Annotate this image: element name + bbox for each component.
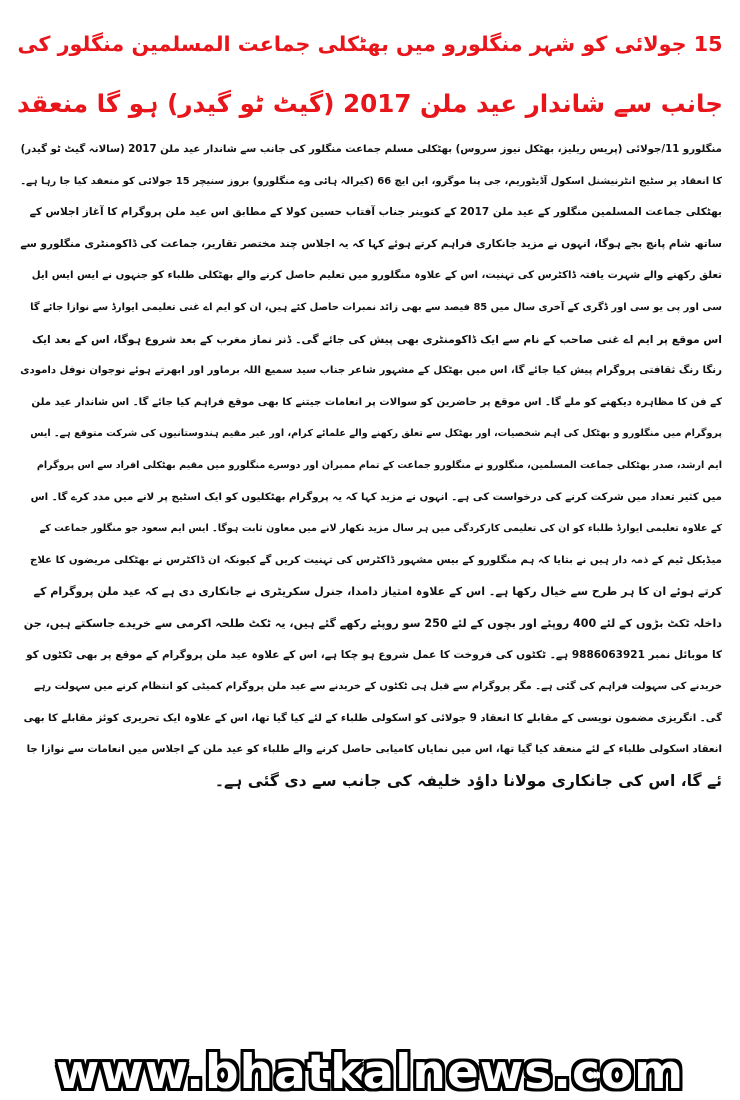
article-line: انعقاد اسکولی طلباء کے لئے منعقد کیا گیا تھا، اس میں نمایاں کامیابی حاصل کرنے والے طلباء کو عید ملن کے اجلاس میں انعامات سے نوازا جا — [26, 744, 722, 756]
article-line: کے علاوہ تعلیمی ایوارڈ طلباء کو ان کی تعلیمی کارکردگی میں ہر سال مزید نکھار لانے میں معاون ثابت ہوگا۔ ایس ایم سعود جو منگلور جماعت کے — [39, 523, 722, 535]
article-line: میڈیکل ٹیم کے ذمہ دار ہیں نے بتایا کہ ہم منگلورو کے بیس مشہور ڈاکٹرس کی تہنیت کریں گے کیونکہ ان ڈاکٹرس نے بھٹکلی مریضوں کا علاج — [29, 554, 722, 566]
article-line: ایم ارشد، صدر بھٹکلی جماعت المسلمین، منگلورو نے منگلورو جماعت کے تمام ممبران اور دوسرے منگلورو میں مقیم بھٹکلی افراد سے اس پروگرام — [36, 459, 722, 471]
article-line: خریدنے کی سہولت فراہم کی گئی ہے۔ مگر پروگرام سے قبل ہی ٹکٹوں کے خریدنے سے عید ملن پروگرام کمیٹی کو انتظام کرنے میں سہولت رہے — [33, 681, 722, 693]
article-line: کے فن کا مظاہرہ دیکھنے کو ملے گا۔ اس موقع پر حاضرین کو سوالات پر انعامات جیتنے کا بھی موقع فراہم کیا جائے گا۔ اس شاندار عید ملن — [31, 396, 722, 408]
headline-line-1: 15 جولائی کو شہر منگلورو میں بھٹکلی جماعت المسلمین منگلور کی — [17, 32, 723, 56]
article-line: داخلہ ٹکٹ بڑوں کے لئے 400 روپئے اور بچوں کے لئے 250 سو روپئے رکھے گئے ہیں، یہ ٹکٹ طلحہ اکرمی سے خریدے جاسکتے ہیں، جن — [23, 616, 722, 630]
article-line: گی۔ انگریزی مضمون نویسی کے مقابلے کا انعقاد 9 جولائی کو اسکولی طلباء کے لئے کیا گیا تھا، اس کے علاوہ ایک تحریری کوئز مقابلے کا بھی — [23, 712, 722, 724]
article-line: ساتھ شام پانچ بجے ہوگا، انہوں نے مزید جانکاری فراہم کرتے ہوئے کہا کہ یہ اجلاس چند مختصر تقاریر، جماعت کی ڈاکومنٹری منگلورو سے — [20, 237, 722, 250]
article-line: رنگا رنگ ثقافتی پروگرام پیش کیا جائے گا، اس میں بھٹکل کے مشہور شاعر جناب سید سمیع اللہ برماور اور ابھرتے ہوئے نوجوان نوفل دامودی — [20, 365, 722, 377]
article-line: کرتے ہوئے ان کا ہر طرح سے خیال رکھا ہے۔ اس کے علاوہ امتیاز دامدا، جنرل سکریٹری نے جانکاری دی ہے کہ عید ملن پروگرام کے — [33, 585, 722, 599]
article-line: ئے گا، اس کی جانکاری مولانا داؤد خلیفہ کی جانب سے دی گئی ہے۔ — [214, 771, 722, 790]
article-line: سی اور پی یو سی اور ڈگری کے آخری سال میں 85 فیصد سے بھی زائد نمبرات حاصل کئے ہیں، ان کو ایم اے غنی تعلیمی ایوارڈ سے نوازا جائے گا — [30, 301, 722, 313]
article-line: پروگرام میں منگلورو و بھٹکل کی اہم شخصیات، اور بھٹکل سے تعلق رکھنے والے علمائے کرام، اور غیر مقیم ہندوستانیوں کی شرکت متوقع ہے۔ ایس — [30, 428, 722, 440]
site-url-footer: www.bhatkalnews.com — [55, 1045, 685, 1100]
article-line: بھٹکلی جماعت المسلمین منگلور کے عید ملن 2017 کے کنوینر جناب آفتاب حسین کولا کے مطابق اس عید ملن پروگرام کا آغاز اجلاس کے — [29, 206, 722, 219]
article-body — [20, 134, 722, 797]
article-line: تعلق رکھنے والے شہرت یافتہ ڈاکٹرس کی تہنیت، اس کے علاوہ منگلورو میں تعلیم حاصل کرنے والے بھٹکلی طلباء کو جنہوں نے ایس ایس ایل — [31, 270, 722, 282]
article-line: منگلورو 11/جولائی (پریس ریلیز، بھٹکل نیوز سروس) بھٹکلی مسلم جماعت منگلور کی جانب سے شاندار عید ملن 2017 (سالانہ گیٹ ٹو گیدر) — [20, 144, 722, 155]
article-line: کا انعقاد پر سٹیج انٹرنیشنل اسکول آڈیٹوریم، جی پنا موگرو، این ایچ 66 (کیرالہ ہائی وے منگلورو) بروز سنیچر 15 جولائی کو منعقد کیا جا رہا ہے۔ — [20, 175, 722, 187]
article-line: کا موبائل نمبر 9886063921 ہے۔ ٹکٹوں کی فروخت کا عمل شروع ہو چکا ہے، اس کے علاوہ عید ملن پروگرام کے موقع پر بھی ٹکٹوں کو — [26, 648, 722, 661]
headline-line-2: جانب سے شاندار عید ملن 2017 (گیٹ ٹو گیدر) ہو گا منعقد — [17, 89, 723, 118]
article-line: اس موقع پر ایم اے غنی صاحب کے نام سے ایک ڈاکومنٹری بھی پیش کی جائے گی۔ ڈنر نماز مغرب کے بعد شروع ہوگا، اس کے بعد ایک — [31, 332, 722, 346]
article-line: میں کثیر تعداد میں شرکت کرنے کی درخواست کی ہے۔ انہوں نے مزید کہا کہ یہ پروگرام بھٹکلیوں کو ایک اسٹیج پر لانے میں مدد کرے گا۔ اس — [30, 491, 722, 503]
